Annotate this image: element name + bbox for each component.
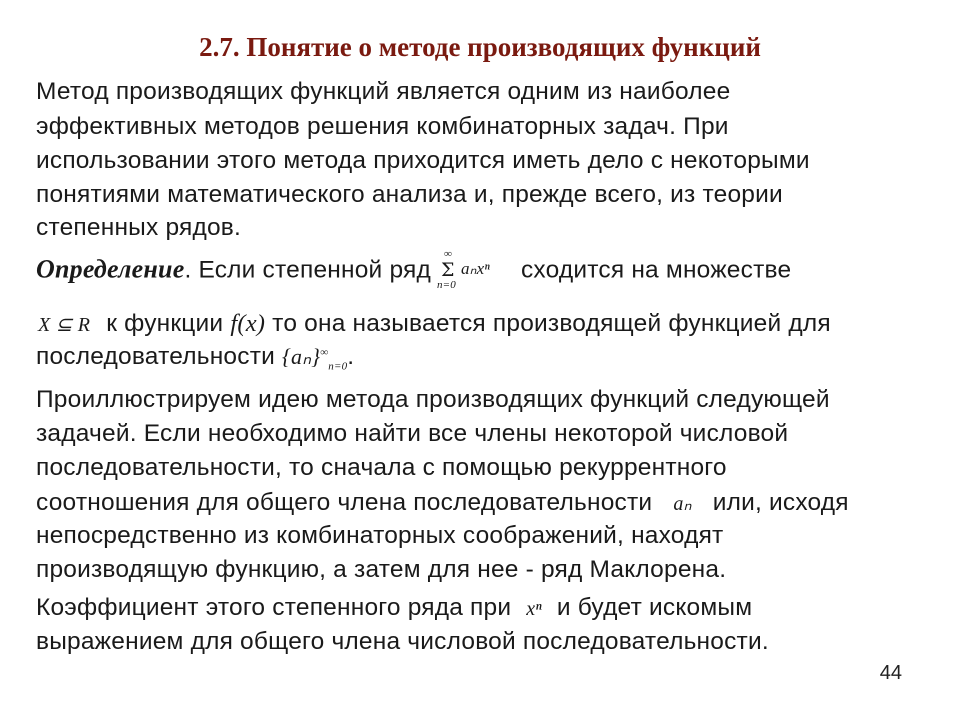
page-number: 44	[879, 662, 902, 684]
paragraph2-line5: непосредственно из комбинаторных соображений, находят	[36, 522, 724, 549]
sequence-sub: n=0	[328, 360, 348, 373]
paragraph1-line1: Метод производящих функций является одним из наиболее	[36, 78, 731, 105]
definition-line1	[36, 250, 791, 292]
paragraph3-line1	[36, 594, 752, 622]
paragraph1-line3: использовании этого метода приходится иметь дело с некоторыми	[36, 147, 810, 174]
paragraph3-line1-b: и будет искомым	[556, 594, 753, 621]
paragraph1-line4: понятиями математического анализа и, прежде всего, из теории	[36, 181, 783, 208]
definition-text-a: . Если степенной ряд	[184, 256, 431, 284]
definition-term: Определение	[36, 254, 185, 284]
paragraph2-line3: последовательности, то сначала с помощью рекуррентного	[36, 454, 727, 481]
paragraph2-line2: задачей. Если необходимо найти все члены некоторой числовой	[36, 420, 789, 447]
paragraph3-line2: выражением для общего члена числовой последовательности.	[36, 628, 769, 655]
paragraph2-line4-b: или, исходя	[712, 489, 849, 516]
paragraph2-line4-a: соотношения для общего члена последовательности	[36, 489, 653, 516]
x-n-symbol: xⁿ	[526, 598, 542, 620]
definition-line2	[36, 310, 831, 338]
paragraph2-line6: производящую функцию, а затем для нее - ряд Маклорена.	[36, 556, 727, 583]
definition-line3	[36, 343, 354, 372]
sum-term: aₙxⁿ	[460, 259, 490, 278]
function-formula: f(x)	[230, 310, 266, 337]
sum-upper-limit: ∞	[443, 248, 453, 260]
paragraph1-line5: степенных рядов.	[36, 214, 242, 241]
a-n-symbol: aₙ	[673, 493, 692, 515]
set-formula: X ⊆ R	[38, 314, 91, 336]
definition-text-d: то она называется производящей функцией для	[272, 310, 831, 337]
paragraph1-line2: эффективных методов решения комбинаторных задач. При	[36, 113, 729, 140]
paragraph3-line1-a: Коэффициент этого степенного ряда при	[36, 594, 512, 621]
paragraph2-line1: Проиллюстрируем идею метода производящих функций следующей	[36, 386, 830, 413]
sum-symbol: Σ	[440, 259, 455, 281]
paragraph2-line4	[36, 489, 849, 517]
sequence-formula	[282, 344, 348, 373]
definition-text-e: последовательности	[36, 343, 276, 370]
sequence-sup: ∞	[320, 346, 329, 359]
definition-end: .	[347, 343, 355, 370]
definition-text-c: к функции	[106, 310, 224, 337]
slide-title: 2.7. Понятие о методе производящих функций	[199, 32, 761, 62]
sum-lower-limit: n=0	[436, 279, 456, 291]
sequence-braces: {aₙ}	[282, 344, 321, 369]
series-formula	[437, 250, 515, 292]
definition-text-b: сходится на множестве	[520, 256, 792, 284]
